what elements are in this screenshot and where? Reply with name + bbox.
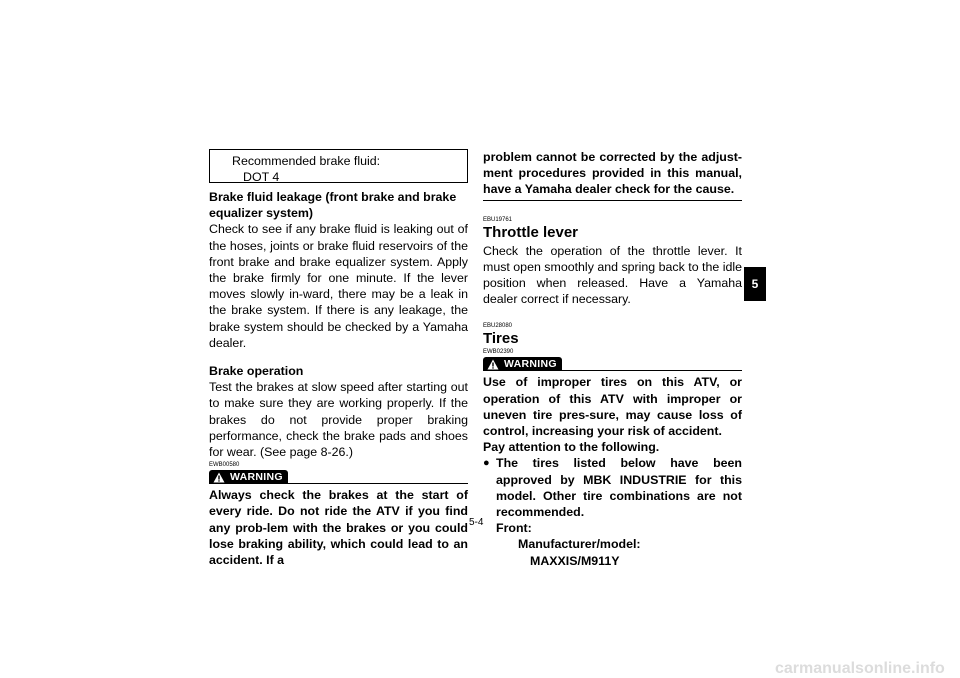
leak-heading: Brake fluid leakage (front brake and brake equalizer system) [209,190,457,221]
attention-text: Pay attention to the following. [483,440,660,455]
page-number: 5-4 [469,517,484,528]
throttle-code: EBU19761 [483,216,513,223]
warning-continued: problem cannot be corrected by the adjust-ment procedures provided in this manual, have a Yamaha dealer check for the cause. [483,150,742,197]
warning-triangle-icon [487,359,499,370]
warning-badge [209,470,288,484]
bullet-text: The tires listed below have been approved by MBK INDUSTRIE for this model. Other tire combinations are not recommended. [496,456,742,520]
tire-bullet-item [483,455,742,520]
box-line-1: Recommended brake fluid: [232,154,381,168]
front-label: Front: [496,521,532,536]
tires-code: EBU28080 [483,323,513,330]
tires-warning-code: EWB02390 [483,349,514,356]
throttle-title: Throttle lever [483,223,579,241]
left-column [209,149,468,568]
operation-body: Test the brakes at slow speed after starting out to make sure they are working properly. If the brakes do not provide proper braking performance, check the brake pads and shoes for wear. (See page 8-26.) [209,380,468,460]
tires-warning-header [483,356,742,371]
tires-warning-label: WARNING [504,358,557,371]
tires-warning-badge [483,357,562,371]
right-column [483,149,742,569]
warning-code: EWB00580 [209,462,240,469]
throttle-body: Check the operation of the throttle lever. It must open smoothly and spring back to the idle position when released. Have a Yamaha dealer correct if necessary. [483,243,742,307]
warning-triangle-icon [213,472,225,483]
warning-header [209,469,468,484]
tires-warning-text: Use of improper tires on this ATV, or operation of this ATV with improper or uneven tire pres-sure, may cause loss of control, increasing your risk of accident. [483,375,742,439]
tires-title: Tires [483,330,519,348]
manufacturer-label: Manufacturer/model: [518,537,641,552]
box-line-2: DOT 4 [243,170,280,184]
leak-body: Check to see if any brake fluid is leaking out of the hoses, joints or brake fluid reservoirs of the front brake and brake equalizer system. Apply the brake firmly for one minute. If the lever moves slowly in-ward, there may be a leak in the brake system. If there is any leakage, the brake system should be checked by a Yamaha dealer. [209,222,468,350]
brake-fluid-box [209,149,468,183]
manufacturer-value: MAXXIS/M911Y [530,553,620,568]
operation-heading: Brake operation [209,364,304,379]
warning-label: WARNING [230,471,283,484]
chapter-tab: 5 [744,267,766,301]
footer-watermark: carmanualsonline.info [775,660,945,677]
bullet-icon: ● [483,457,490,470]
warning-text: Always check the brakes at the start of every ride. Do not ride the ATV if you find any prob-lem with the brakes or you could lose braking ability, which could lead to an accident. If a [209,488,468,568]
